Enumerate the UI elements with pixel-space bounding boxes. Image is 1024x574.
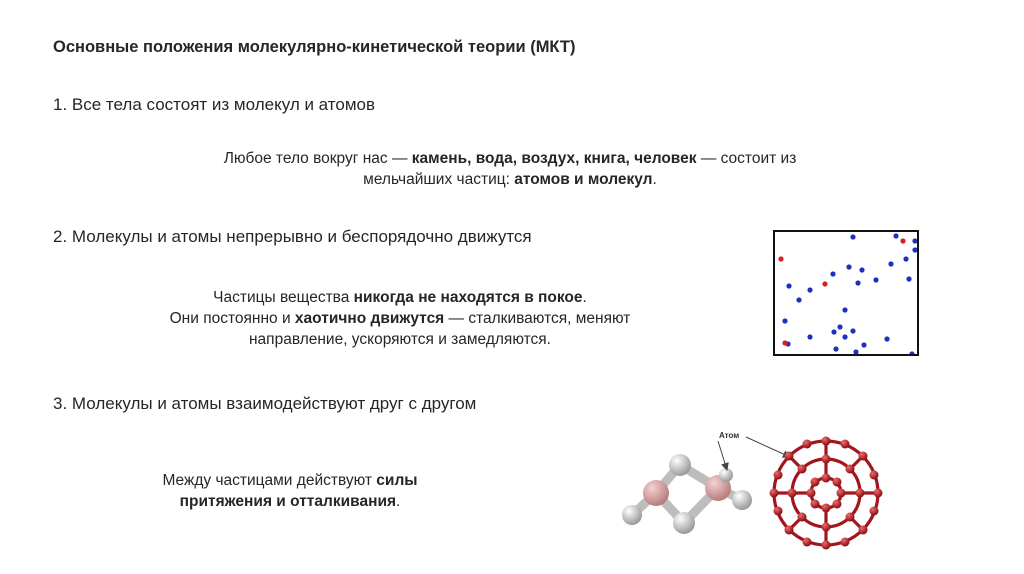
description-text: — сталкиваются, меняют [444,310,631,327]
point-3-description [120,470,460,512]
description-line [120,491,460,512]
emphasized-text: силы [376,472,418,489]
description-text: . [652,171,657,188]
description-line [120,470,460,491]
molecule-image [618,425,888,550]
particle-motion-illustration [773,230,919,356]
description-line [120,308,680,329]
point-3-heading: 3. Молекулы и атомы взаимодействуют друг с другом [53,394,477,413]
point-1-description [150,148,870,190]
particle-motion-image [775,232,917,354]
description-text: Частицы вещества [213,289,354,306]
description-line [120,329,680,350]
emphasized-text: притяжения и отталкивания [179,493,397,510]
slide-title: Основные положения молекулярно-кинетической теории (МКТ) [53,38,576,56]
description-text: — состоит из [696,150,797,167]
description-text: мельчайших частиц: [363,171,515,188]
description-text: Между частицами действуют [162,472,377,489]
description-text: . [396,493,401,510]
point-2-description [120,287,680,350]
description-text: направление, ускоряются и замедляются. [249,331,551,348]
emphasized-text: камень, вода, воздух, книга, человек [411,150,697,167]
description-text: Они постоянно и [169,310,295,327]
description-text: . [582,289,587,306]
description-line [120,287,680,308]
point-2-heading: 2. Молекулы и атомы непрерывно и беспорядочно движутся [53,227,532,246]
atom-label: Атом [719,431,740,440]
description-text: Любое тело вокруг нас — [223,150,412,167]
emphasized-text: хаотично движутся [294,310,445,327]
emphasized-text: никогда не находятся в покое [353,289,583,306]
molecule-illustration [618,425,888,550]
emphasized-text: атомов и молекул [514,171,653,188]
description-line [150,169,870,190]
description-line [150,148,870,169]
point-1-heading: 1. Все тела состоят из молекул и атомов [53,95,375,114]
